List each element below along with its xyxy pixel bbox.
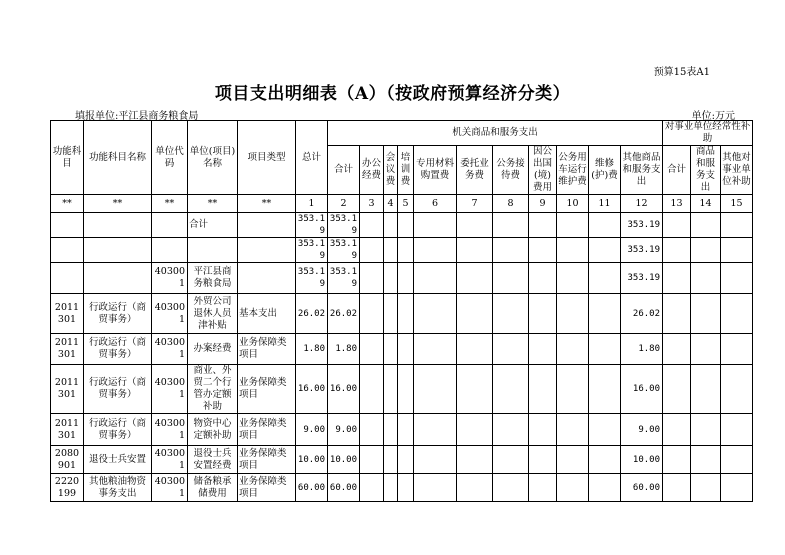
table-row [51,334,753,365]
empty-cell [529,446,557,474]
func-code-cell: 2011301 [51,294,84,334]
func-name-cell [84,213,152,238]
empty-cell [493,334,529,365]
header-sub: 其他对事业单位补助 [721,146,753,195]
empty-cell [663,334,691,365]
empty-cell [663,414,691,446]
table-row [51,294,753,334]
empty-cell [691,414,721,446]
index-cell: 8 [493,195,529,213]
empty-cell [398,213,414,238]
empty-cell [360,263,384,294]
empty-cell [663,213,691,238]
table-row [51,365,753,414]
unit-code-cell [152,213,188,238]
index-cell: 11 [589,195,621,213]
project-type-cell [238,213,296,238]
index-cell: 14 [691,195,721,213]
table-row [51,213,753,238]
index-cell: ** [152,195,188,213]
empty-cell [384,414,398,446]
other-goods-cell: 10.00 [621,446,663,474]
empty-cell [663,474,691,502]
empty-cell [384,213,398,238]
empty-cell [384,334,398,365]
empty-cell [529,334,557,365]
total-cell: 353.19 [296,238,328,263]
other-goods-cell: 1.80 [621,334,663,365]
empty-cell [414,365,457,414]
table-row [51,446,753,474]
empty-cell [557,474,589,502]
index-cell: ** [84,195,152,213]
empty-cell [557,446,589,474]
empty-cell [589,414,621,446]
empty-cell [557,334,589,365]
empty-cell [414,263,457,294]
header-sub: 维修(护)费 [589,146,621,195]
index-cell: 13 [663,195,691,213]
header-group-goods: 机关商品和服务支出 [328,121,663,146]
other-goods-cell: 9.00 [621,414,663,446]
empty-cell [384,446,398,474]
index-cell: 7 [457,195,493,213]
empty-cell [398,334,414,365]
empty-cell [529,263,557,294]
unit-code-cell: 403001 [152,294,188,334]
empty-cell [457,294,493,334]
goods-total-cell: 1.80 [328,334,360,365]
empty-cell [691,238,721,263]
empty-cell [589,294,621,334]
table-row [51,263,753,294]
empty-cell [721,474,753,502]
empty-cell [398,263,414,294]
empty-cell [398,446,414,474]
unit-code-cell: 403001 [152,365,188,414]
expenditure-table [50,120,753,502]
empty-cell [414,446,457,474]
empty-cell [493,294,529,334]
empty-cell [414,213,457,238]
empty-cell [529,238,557,263]
index-cell: ** [188,195,238,213]
unit-code-cell [152,238,188,263]
empty-cell [721,238,753,263]
unit-name-cell [188,238,238,263]
goods-total-cell: 60.00 [328,474,360,502]
empty-cell [457,446,493,474]
empty-cell [691,474,721,502]
empty-cell [384,365,398,414]
goods-total-cell: 10.00 [328,446,360,474]
empty-cell [589,334,621,365]
goods-total-cell: 353.19 [328,238,360,263]
empty-cell [384,474,398,502]
total-cell: 353.19 [296,213,328,238]
goods-total-cell: 9.00 [328,414,360,446]
empty-cell [557,414,589,446]
empty-cell [529,365,557,414]
total-cell: 1.80 [296,334,328,365]
unit-name-cell: 平江县商务粮食局 [188,263,238,294]
header-sub: 因公出国(境)费用 [529,146,557,195]
empty-cell [457,213,493,238]
empty-cell [360,294,384,334]
page-title: 项目支出明细表（A）（按政府预算经济分类） [214,84,571,104]
unit-code-cell: 403001 [152,446,188,474]
empty-cell [529,414,557,446]
unit-code-cell: 403001 [152,414,188,446]
empty-cell [398,365,414,414]
empty-cell [384,238,398,263]
total-cell: 9.00 [296,414,328,446]
header-sub: 公务接待费 [493,146,529,195]
func-code-cell [51,238,84,263]
func-name-cell [84,238,152,263]
header-sub: 其他商品和服务支出 [621,146,663,195]
total-cell: 60.00 [296,474,328,502]
total-cell: 26.02 [296,294,328,334]
empty-cell [691,213,721,238]
empty-cell [493,213,529,238]
empty-cell [721,263,753,294]
empty-cell [493,365,529,414]
empty-cell [691,446,721,474]
empty-cell [589,263,621,294]
empty-cell [721,414,753,446]
empty-cell [493,263,529,294]
empty-cell [589,446,621,474]
table-row [51,238,753,263]
empty-cell [398,414,414,446]
empty-cell [414,414,457,446]
unit-name-cell: 商业、外贸二个行管办定额补助 [188,365,238,414]
empty-cell [360,474,384,502]
empty-cell [493,446,529,474]
empty-cell [691,334,721,365]
header-sub: 办公经费 [360,146,384,195]
empty-cell [589,474,621,502]
unit-name-cell: 合计 [188,213,238,238]
empty-cell [721,365,753,414]
empty-cell [529,474,557,502]
empty-cell [663,365,691,414]
total-cell: 16.00 [296,365,328,414]
unit-name-cell: 退役士兵安置经费 [188,446,238,474]
index-cell: 2 [328,195,360,213]
empty-cell [721,446,753,474]
total-cell: 353.19 [296,263,328,294]
goods-total-cell: 353.19 [328,263,360,294]
project-type-cell: 业务保障类项目 [238,414,296,446]
reporting-unit: 填报单位:平江县商务粮食局 [75,111,199,122]
project-type-cell: 业务保障类项目 [238,446,296,474]
index-row [51,195,753,213]
empty-cell [414,474,457,502]
unit-code-cell: 403001 [152,263,188,294]
func-code-cell: 2080901 [51,446,84,474]
empty-cell [721,294,753,334]
header-sub: 专用材料购置费 [414,146,457,195]
empty-cell [557,365,589,414]
total-cell: 10.00 [296,446,328,474]
empty-cell [557,238,589,263]
empty-cell [663,238,691,263]
table-row [51,474,753,502]
header-sub: 公务用车运行维护费 [557,146,589,195]
empty-cell [493,474,529,502]
func-code-cell: 2011301 [51,365,84,414]
empty-cell [360,414,384,446]
empty-cell [529,294,557,334]
index-cell: 15 [721,195,753,213]
empty-cell [398,474,414,502]
header-sub: 合计 [663,146,691,195]
empty-cell [589,238,621,263]
index-cell: 9 [529,195,557,213]
header-group-subsidy: 对事业单位经常性补助 [663,121,753,146]
project-type-cell: 基本支出 [238,294,296,334]
unit-name-cell: 办案经费 [188,334,238,365]
empty-cell [398,238,414,263]
project-type-cell: 业务保障类项目 [238,334,296,365]
empty-cell [557,263,589,294]
index-cell: ** [51,195,84,213]
index-cell: ** [238,195,296,213]
header-sub: 会议费 [384,146,398,195]
func-name-cell: 行政运行（商贸事务） [84,414,152,446]
header-project-type: 项目类型 [238,121,296,195]
empty-cell [360,213,384,238]
func-code-cell: 2011301 [51,414,84,446]
unit-code-cell: 403001 [152,474,188,502]
empty-cell [721,334,753,365]
other-goods-cell: 353.19 [621,213,663,238]
header-unit-name: 单位(项目)名称 [188,121,238,195]
empty-cell [414,334,457,365]
unit-name-cell: 外贸公司退休人员津补贴 [188,294,238,334]
empty-cell [457,263,493,294]
empty-cell [457,414,493,446]
empty-cell [457,365,493,414]
table-number: 预算15表A1 [653,67,710,78]
empty-cell [360,446,384,474]
other-goods-cell: 16.00 [621,365,663,414]
other-goods-cell: 353.19 [621,263,663,294]
header-sub: 培训费 [398,146,414,195]
empty-cell [691,365,721,414]
money-unit: 单位:万元 [691,111,735,122]
index-cell: 12 [621,195,663,213]
project-type-cell: 业务保障类项目 [238,474,296,502]
empty-cell [529,213,557,238]
other-goods-cell: 60.00 [621,474,663,502]
empty-cell [457,334,493,365]
other-goods-cell: 353.19 [621,238,663,263]
empty-cell [557,213,589,238]
project-type-cell [238,238,296,263]
empty-cell [384,294,398,334]
index-cell: 10 [557,195,589,213]
index-cell: 6 [414,195,457,213]
table-row [51,414,753,446]
func-code-cell [51,263,84,294]
empty-cell [557,294,589,334]
func-code-cell [51,213,84,238]
empty-cell [360,238,384,263]
func-name-cell: 其他粮油物资事务支出 [84,474,152,502]
empty-cell [663,446,691,474]
header-unit-code: 单位代码 [152,121,188,195]
empty-cell [493,414,529,446]
func-name-cell: 行政运行（商贸事务） [84,365,152,414]
unit-code-cell: 403001 [152,334,188,365]
index-cell: 4 [384,195,398,213]
goods-total-cell: 26.02 [328,294,360,334]
header-total: 总计 [296,121,328,195]
empty-cell [360,365,384,414]
index-cell: 5 [398,195,414,213]
empty-cell [493,238,529,263]
func-name-cell: 退役士兵安置 [84,446,152,474]
func-name-cell [84,263,152,294]
empty-cell [663,294,691,334]
empty-cell [414,238,457,263]
index-cell: 1 [296,195,328,213]
goods-total-cell: 353.19 [328,213,360,238]
header-sub: 合计 [328,146,360,195]
func-code-cell: 2011301 [51,334,84,365]
index-cell: 3 [360,195,384,213]
project-type-cell: 业务保障类项目 [238,365,296,414]
empty-cell [721,213,753,238]
func-name-cell: 行政运行（商贸事务） [84,294,152,334]
header-sub: 委托业务费 [457,146,493,195]
empty-cell [457,474,493,502]
unit-name-cell: 物资中心定额补助 [188,414,238,446]
goods-total-cell: 16.00 [328,365,360,414]
func-code-cell: 2220199 [51,474,84,502]
project-type-cell [238,263,296,294]
empty-cell [691,263,721,294]
func-name-cell: 行政运行（商贸事务） [84,334,152,365]
header-func-name: 功能科目名称 [84,121,152,195]
empty-cell [384,263,398,294]
empty-cell [663,263,691,294]
empty-cell [414,294,457,334]
empty-cell [398,294,414,334]
empty-cell [589,365,621,414]
header-sub: 商品和服务支出 [691,146,721,195]
empty-cell [589,213,621,238]
empty-cell [360,334,384,365]
empty-cell [457,238,493,263]
empty-cell [691,294,721,334]
unit-name-cell: 储备粮承储费用 [188,474,238,502]
header-func-code: 功能科目 [51,121,84,195]
other-goods-cell: 26.02 [621,294,663,334]
